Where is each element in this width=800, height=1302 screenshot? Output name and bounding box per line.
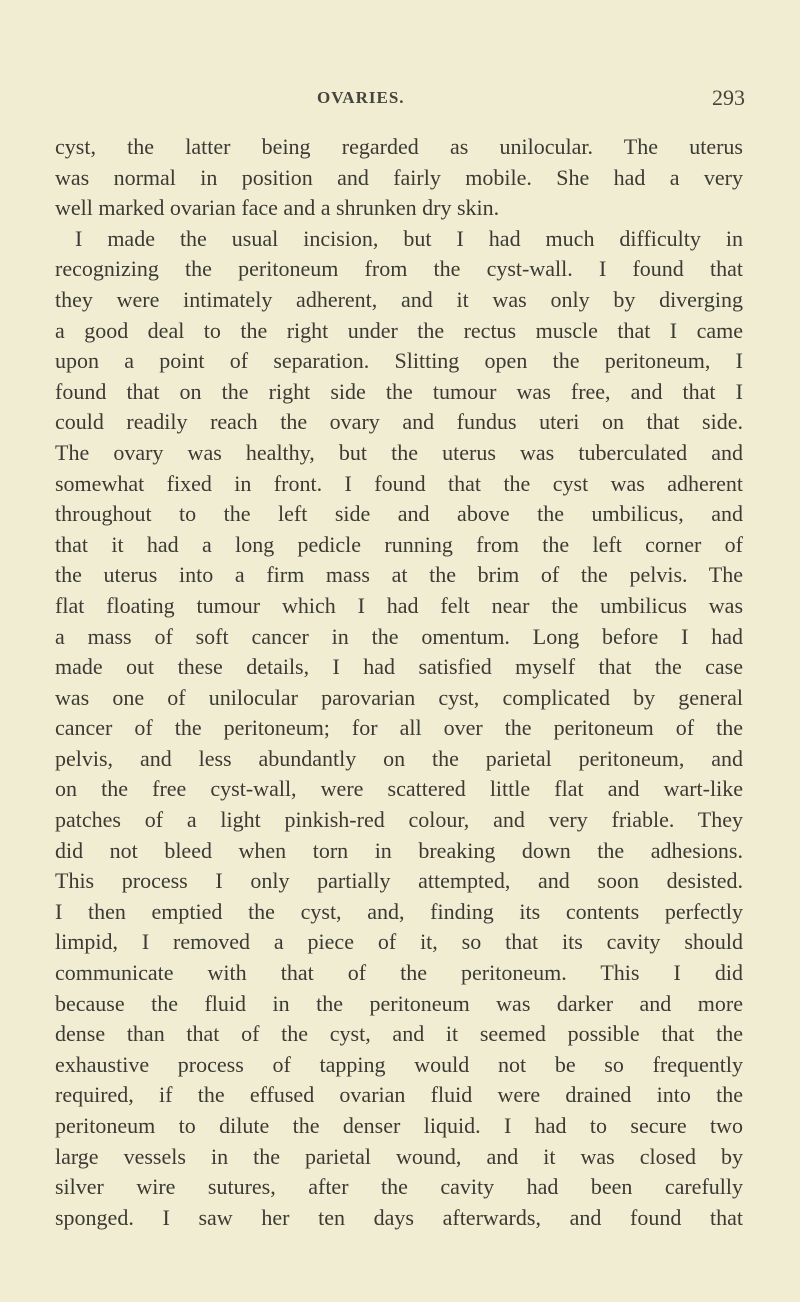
text-line: on the free cyst-wall, were scattered little flat and wart-like [55,776,743,802]
text-line: silver wire sutures, after the cavity had been carefully [55,1174,743,1200]
text-line: dense than that of the cyst, and it seemed possible that the [55,1021,743,1047]
text-line: limpid, I removed a piece of it, so that its cavity should [55,929,743,955]
text-line: I made the usual incision, but I had much difficulty in [75,225,743,251]
text-line: the uterus into a firm mass at the brim of the pelvis. The [55,562,743,588]
text-line: found that on the right side the tumour was free, and that I [55,378,743,404]
text-line: upon a point of separation. Slitting open the peritoneum, I [55,348,743,374]
text-line: because the fluid in the peritoneum was darker and more [55,990,743,1016]
text-line: was one of unilocular parovarian cyst, complicated by general [55,684,743,710]
text-line: exhaustive process of tapping would not be so frequently [55,1051,743,1077]
text-line: The ovary was healthy, but the uterus was tuberculated and [55,439,743,465]
running-head: OVARIES. [317,88,405,107]
text-line: sponged. I saw her ten days afterwards, and found that [55,1204,743,1230]
text-line: large vessels in the parietal wound, and it was closed by [55,1143,743,1169]
text-line: recognizing the peritoneum from the cyst-wall. I found that [55,256,743,282]
text-line: I then emptied the cyst, and, finding its contents perfectly [55,898,743,924]
text-line: could readily reach the ovary and fundus uteri on that side. [55,409,743,435]
text-line: that it had a long pedicle running from the left corner of [55,531,743,557]
text-line: pelvis, and less abundantly on the parietal peritoneum, and [55,745,743,771]
text-line: cancer of the peritoneum; for all over the peritoneum of the [55,715,743,741]
body-text [55,132,743,1233]
text-line: made out these details, I had satisfied myself that the case [55,654,743,680]
text-line: flat floating tumour which I had felt near the umbilicus was [55,592,743,618]
text-line: throughout to the left side and above the umbilicus, and [55,501,743,527]
text-line: a good deal to the right under the rectus muscle that I came [55,317,743,343]
text-line: This process I only partially attempted, and soon desisted. [55,868,743,894]
text-line: a mass of soft cancer in the omentum. Long before I had [55,623,743,649]
text-line: communicate with that of the peritoneum. This I did [55,960,743,986]
text-line: required, if the effused ovarian fluid were drained into the [55,1082,743,1108]
text-line: peritoneum to dilute the denser liquid. I had to secure two [55,1113,743,1138]
text-line: cyst, the latter being regarded as unilocular. The uterus [55,134,743,159]
text-line: they were intimately adherent, and it was only by diverging [55,286,743,312]
page-number: 293 [712,85,745,110]
text-line: patches of a light pinkish-red colour, and very friable. They [55,807,743,833]
text-line: somewhat fixed in front. I found that the cyst was adherent [55,470,743,496]
text-line: did not bleed when torn in breaking down the adhesions. [55,837,743,863]
text-line: was normal in position and fairly mobile. She had a very [55,164,743,190]
page-header [55,86,745,110]
text-line: well marked ovarian face and a shrunken dry skin. [55,195,500,221]
